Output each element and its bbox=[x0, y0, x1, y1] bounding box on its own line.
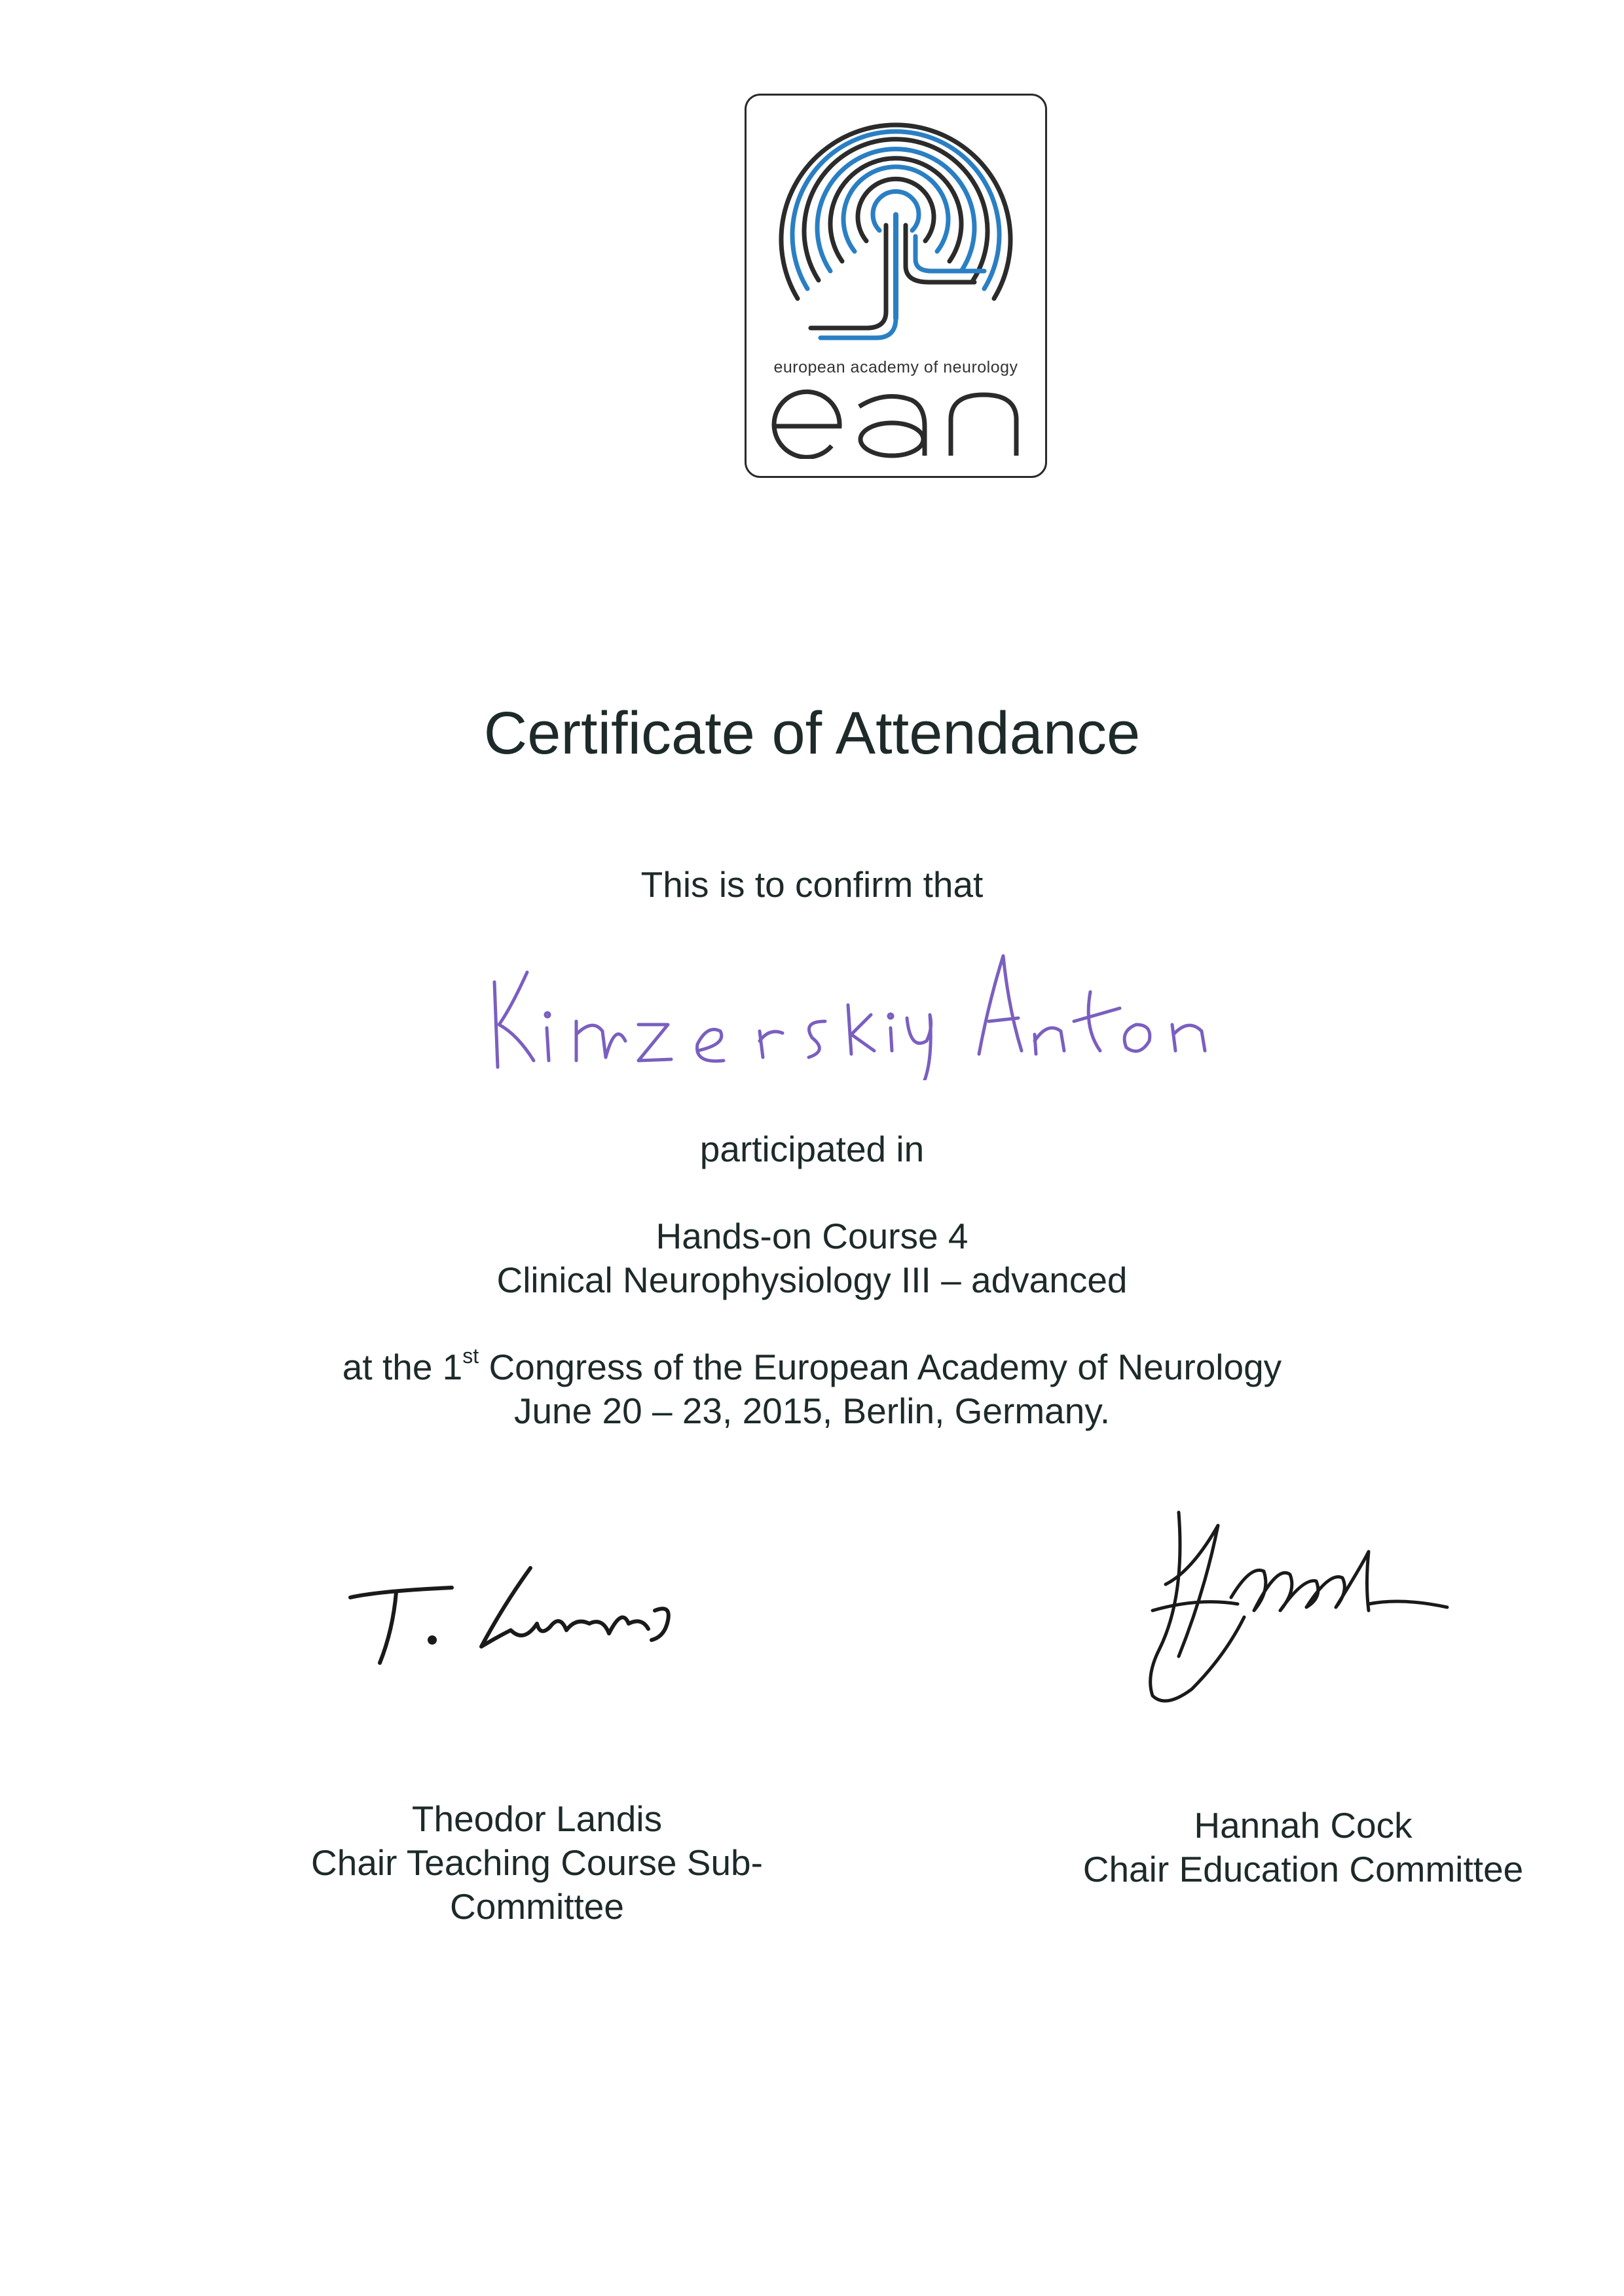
ean-logo bbox=[745, 94, 1047, 478]
congress-line bbox=[0, 1345, 1624, 1389]
signature-cock bbox=[1139, 1499, 1480, 1715]
participated-line: participated in bbox=[699, 1129, 925, 1169]
logo-tagline: european academy of neurology bbox=[773, 358, 1018, 376]
congress-suffix: Congress of the European Academy of Neurology bbox=[479, 1347, 1282, 1387]
date-place: June 20 – 23, 2015, Berlin, Germany. bbox=[513, 1391, 1111, 1431]
ean-wordmark bbox=[761, 374, 1031, 459]
signature-landis bbox=[341, 1552, 760, 1683]
certificate-title: Certificate of Attendance bbox=[483, 700, 1141, 767]
congress-ordinal: st bbox=[462, 1343, 479, 1368]
signatory-left-role-1: Chair Teaching Course Sub- bbox=[311, 1842, 763, 1883]
congress-prefix: at the 1 bbox=[342, 1347, 463, 1387]
participant-name-handwritten bbox=[471, 910, 1290, 1080]
labyrinth-icon bbox=[758, 102, 1033, 361]
confirm-line: This is to confirm that bbox=[640, 864, 984, 905]
signatory-right bbox=[1035, 1804, 1572, 1891]
signatory-left-role-2: Committee bbox=[450, 1886, 624, 1927]
signatory-right-name: Hannah Cock bbox=[1194, 1805, 1412, 1846]
signatory-left bbox=[268, 1797, 805, 1929]
signatory-right-role-1: Chair Education Committee bbox=[1082, 1849, 1524, 1889]
course-name: Hands-on Course 4 bbox=[655, 1216, 969, 1256]
course-subtitle: Clinical Neurophysiology III – advanced bbox=[496, 1260, 1128, 1300]
signatory-left-name: Theodor Landis bbox=[411, 1798, 663, 1839]
